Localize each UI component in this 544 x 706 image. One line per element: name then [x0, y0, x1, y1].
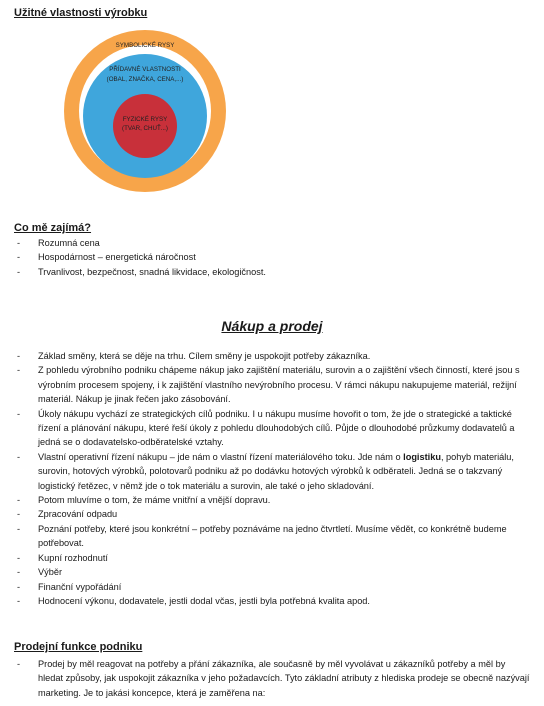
list-item: - Potom mluvíme o tom, že máme vnitřní a vnější dopravu. — [14, 493, 530, 507]
list-item: - Základ směny, která se děje na trhu. Cílem směny je uspokojit potřeby zákazníka. — [14, 349, 530, 363]
list-item: - Poznání potřeby, které jsou konkrétní – potřeby poznáváme na jedno čtvrtletí. Musíme vědět, co konkrétně budeme potřebovat. — [14, 522, 530, 551]
list-item: - Rozumná cena — [14, 236, 530, 250]
list-item: - Prodej by měl reagovat na potřeby a přání zákazníka, ale současně by měl vyvolávat u zákazníků potřeby a měl by hledat způsoby, jak uspokojit zákazníka v jeho požadavcích. Tyto základní atributy z hlediska prodeje se obecně nazývají marketing. Je to jakási koncepce, která je zaměřena na: — [14, 657, 530, 700]
middle-label-1: PŘÍDAVNÉ VLASTNOSTI — [109, 66, 181, 73]
outer-label: SYMBOLICKÉ RYSY — [115, 42, 175, 49]
sales-list — [14, 657, 530, 700]
logistics-term: logistiku — [403, 451, 441, 462]
list-item: - Z pohledu výrobního podniku chápeme nákup jako zajištění materiálu, surovin a o zajištění všech činností, které jsou s výrobním procesem spojeny, i k zajištění vlastního nevýrobního procesu. V rámci nákupu nakupujeme materiál, režijní materiál. Nákup je jinak řečen jako zásobování. — [14, 363, 530, 406]
list-item: - Kupní rozhodnutí — [14, 551, 530, 565]
list-item: - Úkoly nákupu vychází ze strategických cílů podniku. I u nákupu musíme hovořit o tom, že jde o strategické a taktické řízení a plánování nákupu, které řeší úkoly z pohledu dlouhodobých cílů. Půjde o dlouhodobé průzkumy dodavatelů a jedná se o dodavatelsko-odběratelské vztahy. — [14, 407, 530, 450]
list-item: - Výběr — [14, 565, 530, 579]
product-levels-diagram — [62, 28, 228, 194]
list-item: - Finanční vypořádání — [14, 580, 530, 594]
list-item: - Zpracování odpadu — [14, 507, 530, 521]
inner-label-1: FYZICKÉ RYSY — [122, 116, 168, 123]
heading-sales-functions: Prodejní funkce podniku — [14, 641, 143, 653]
section-title: Nákup a prodej — [221, 318, 323, 334]
list-item: - Hospodárnost – energetická náročnost — [14, 250, 530, 264]
interests-list — [14, 236, 530, 279]
middle-label-2: (OBAL, ZNAČKA, CENA,...) — [106, 76, 184, 83]
list-item: - Trvanlivost, bezpečnost, snadná likvidace, ekologičnost. — [14, 265, 530, 279]
heading-interests: Co mě zajímá? — [14, 222, 92, 234]
inner-label-2: (TVAR, CHUŤ...) — [122, 125, 168, 132]
list-item-logistics: - Vlastní operativní řízení nákupu – jde nám o vlastní řízení materiálového toku. Jde nám o logistiku, pohyb materiálu, surovin, hotových výrobků, polotovarů podniku až po dodávku hotových výrobků k odběrateli. Jedná se o takzvaný logistický řetězec, v němž jde o tok materiálu a surovin, ale také o jeho skladování. — [14, 450, 530, 493]
list-item: - Hodnocení výkonu, dodavatele, jestli dodal včas, jestli byla potřebná kvalita apod. — [14, 594, 530, 608]
heading-product-properties: Užitné vlastnosti výrobku — [14, 7, 148, 19]
purchase-list — [14, 349, 530, 608]
